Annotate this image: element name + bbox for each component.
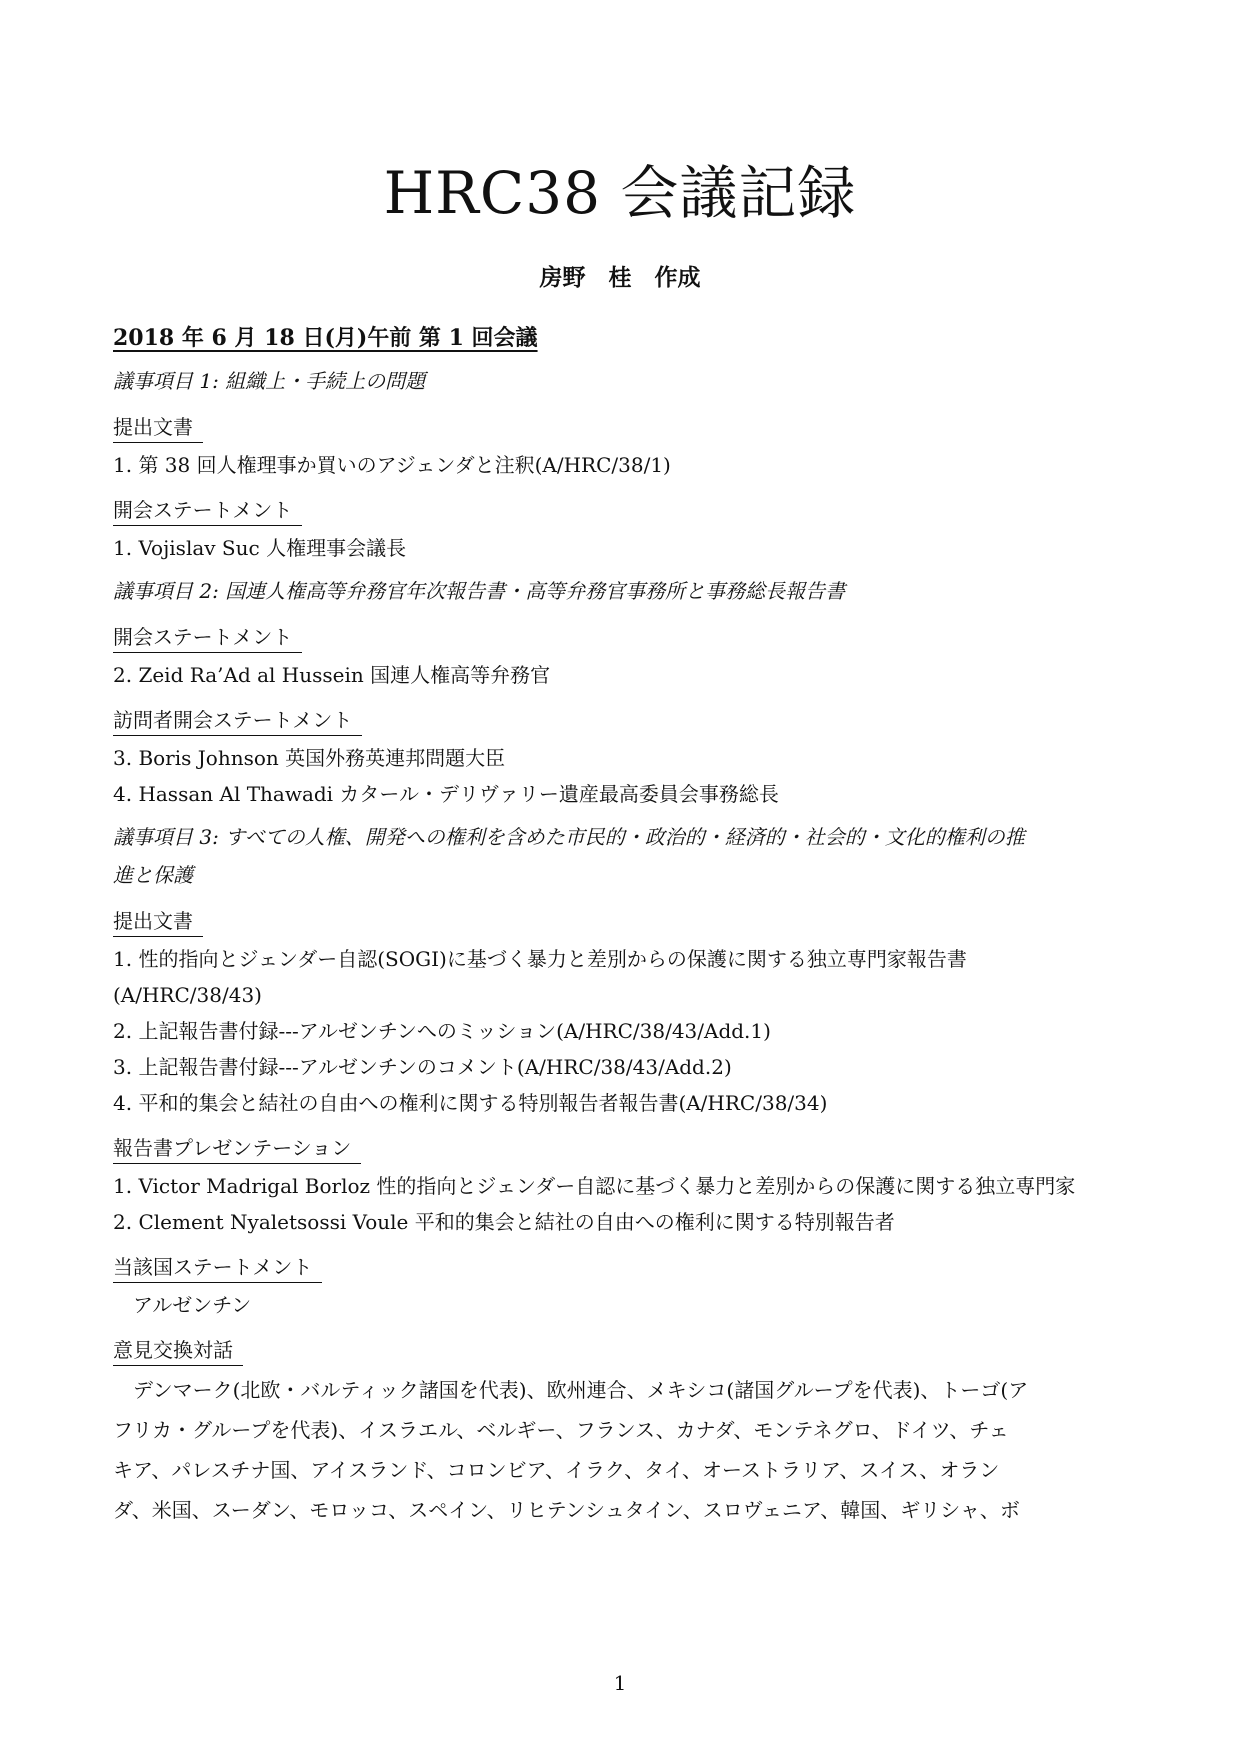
agenda-item-3-title-line: 議事項目 3: すべての人権、開発への権利を含めた市民的・政治的・経済的・社会的・文化的権利の推 [113, 825, 1025, 849]
agenda3-country-section [113, 1246, 1133, 1323]
agenda3-presentation-heading: 報告書プレゼンテーション [113, 1133, 361, 1164]
agenda3-country-item: アルゼンチン [133, 1293, 252, 1317]
agenda3-document-item: 2. 上記報告書付録---アルゼンチンへのミッション(A/HRC/38/43/Add.1) [113, 1019, 771, 1043]
agenda3-presentation-section [113, 1127, 1133, 1240]
agenda2-visitor-item: 4. Hassan Al Thawadi カタール・デリヴァリー遺産最高委員会事務総長 [113, 782, 779, 806]
agenda3-country-heading: 当該国ステートメント [113, 1252, 322, 1283]
agenda3-presentation-item: 2. Clement Nyaletsossi Voule 平和的集会と結社の自由への権利に関する特別報告者 [113, 1210, 895, 1234]
agenda-item-3-title [113, 818, 1133, 894]
agenda3-document-item: 1. 性的指向とジェンダー自認(SOGI)に基づく暴力と差別からの保護に関する独立専門家報告書 [113, 947, 967, 971]
page-number: 1 [613, 1671, 627, 1695]
agenda2-opening-heading: 開会ステートメント [113, 622, 302, 653]
agenda3-document-item: 3. 上記報告書付録---アルゼンチンのコメント(A/HRC/38/43/Add.2) [113, 1055, 732, 1079]
agenda-item-2-title: 議事項目 2: 国連人権高等弁務官年次報告書・高等弁務官事務所と事務総長報告書 [113, 579, 846, 603]
agenda3-documents-heading: 提出文書 [113, 906, 203, 937]
document-body [113, 320, 1133, 1536]
agenda3-document-item: (A/HRC/38/43) [113, 983, 262, 1007]
agenda2-visitors-heading: 訪問者開会ステートメント [113, 705, 362, 736]
agenda2-opening-section [113, 616, 1133, 693]
agenda2-visitors-section [113, 699, 1133, 812]
agenda1-opening-section [113, 489, 1133, 566]
agenda3-dialogue-section [113, 1329, 1133, 1530]
dialogue-line: キア、パレスチナ国、アイスランド、コロンビア、イラク、タイ、オーストラリア、スイス、オラン [113, 1458, 1000, 1482]
dialogue-line: ダ、米国、スーダン、モロッコ、スペイン、リヒテンシュタイン、スロヴェニア、韓国、ギリシャ、ボ [113, 1498, 1020, 1522]
agenda1-documents-section [113, 406, 1133, 483]
agenda3-documents-section [113, 900, 1133, 1121]
agenda1-opening-heading: 開会ステートメント [113, 495, 302, 526]
agenda3-presentation-item: 1. Victor Madrigal Borloz 性的指向とジェンダー自認に基づく暴力と差別からの保護に関する独立専門家 [113, 1174, 1076, 1198]
dialogue-line: デンマーク(北欧・バルティック諸国を代表)、欧州連合、メキシコ(諸国グループを代表)、トーゴ(ア [133, 1378, 1029, 1402]
session-heading: 2018 年 6 月 18 日(月)午前 第 1 回会議 [113, 325, 538, 351]
agenda-item-3-title-line: 進と保護 [113, 863, 193, 887]
agenda1-document-item: 1. 第 38 回人権理事か買いのアジェンダと注釈(A/HRC/38/1) [113, 453, 671, 477]
document-title: HRC38 会議記録 [383, 159, 857, 227]
agenda1-opening-item: 1. Vojislav Suc 人権理事会議長 [113, 536, 407, 560]
agenda3-dialogue-heading: 意見交換対話 [113, 1335, 243, 1366]
agenda-item-1-title: 議事項目 1: 組織上・手続上の問題 [113, 369, 426, 393]
agenda1-documents-heading: 提出文書 [113, 412, 203, 443]
dialogue-line: フリカ・グループを代表)、イスラエル、ベルギー、フランス、カナダ、モンテネグロ、ドイツ、チェ [113, 1418, 1009, 1442]
agenda3-document-item: 4. 平和的集会と結社の自由への権利に関する特別報告者報告書(A/HRC/38/34) [113, 1091, 828, 1115]
author-line: 房野 桂 作成 [539, 265, 701, 291]
agenda2-opening-item: 2. Zeid Ra’Ad al Hussein 国連人権高等弁務官 [113, 663, 551, 687]
agenda2-visitor-item: 3. Boris Johnson 英国外務英連邦問題大臣 [113, 746, 506, 770]
